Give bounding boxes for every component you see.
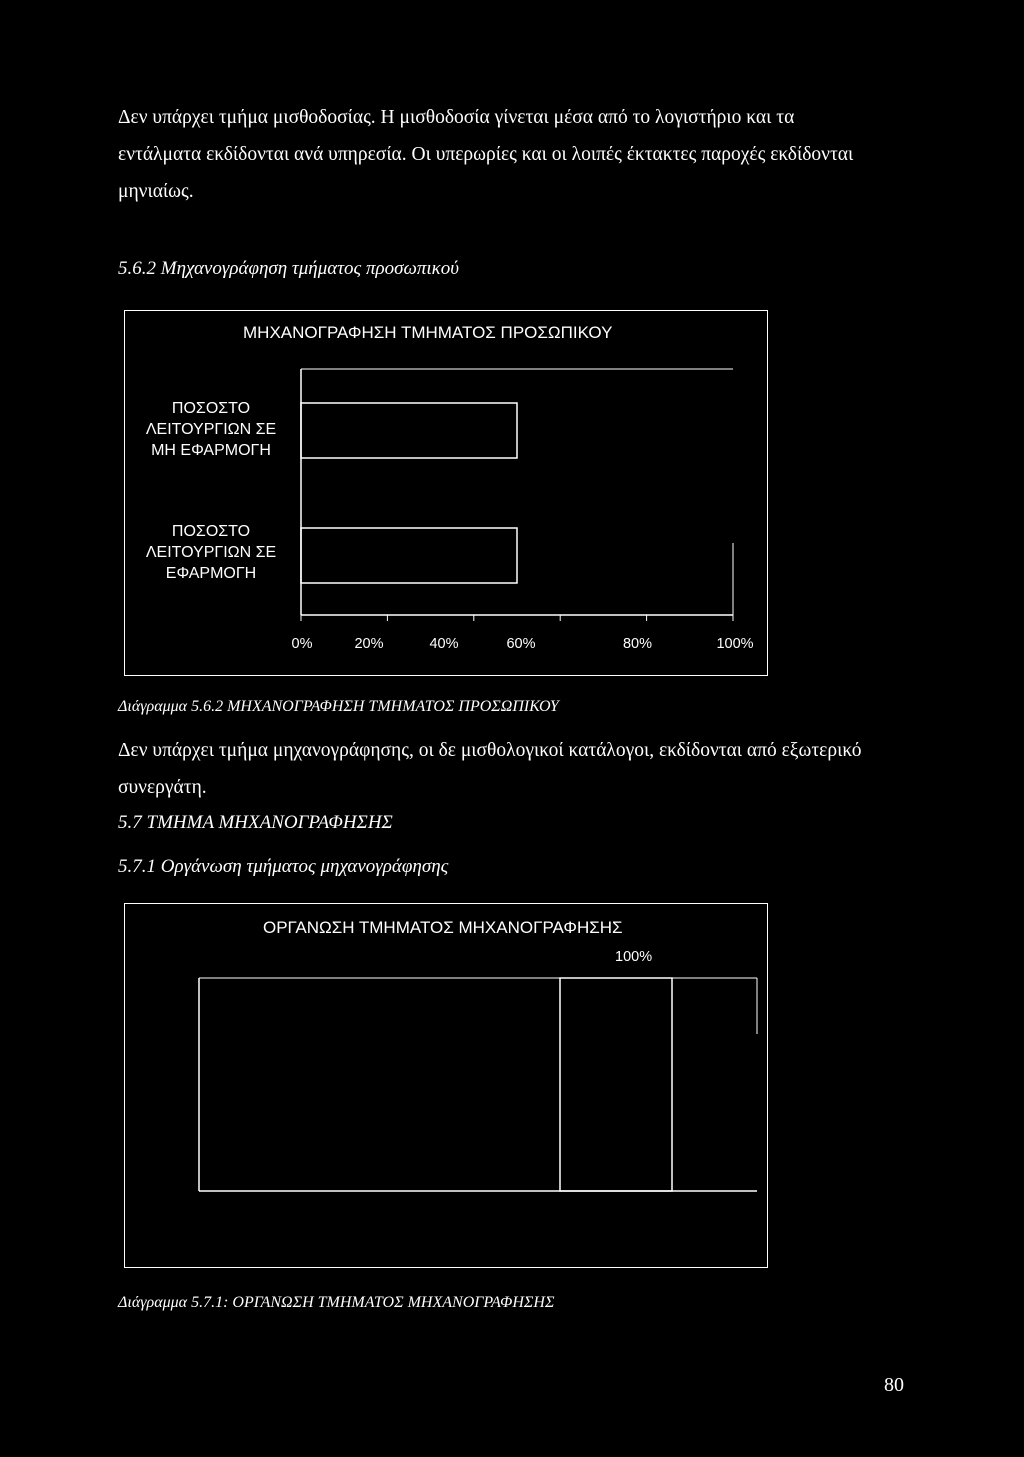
chart1-cat1-line3: ΜΗ ΕΦΑΡΜΟΓΗ — [151, 442, 271, 459]
chart1-xtick-60: 60% — [506, 636, 536, 652]
page-number: 80 — [884, 1374, 904, 1396]
chart2-caption: Διάγραμμα 5.7.1: ΟΡΓΑΝΩΣΗ ΤΜΗΜΑΤΟΣ ΜΗΧΑΝΟΓΡΑΦΗΣΗΣ — [118, 1294, 555, 1311]
chart2-bar — [560, 978, 672, 1191]
chart1-cat2-line2: ΛΕΙΤΟΥΡΓΙΩΝ ΣΕ — [145, 544, 277, 561]
chart2-frame — [124, 903, 768, 1268]
chart1-cat2-line3: ΕΦΑΡΜΟΓΗ — [165, 565, 257, 582]
chart1-xtick-0: 0% — [291, 636, 313, 652]
section-57-heading: 5.7 ΤΜΗΜΑ ΜΗΧΑΝΟΓΡΑΦΗΣΗΣ — [118, 812, 393, 833]
intro-paragraph: Δεν υπάρχει τμήμα μισθοδοσίας. Η μισθοδοσία γίνεται μέσα από το λογιστήριο και τα εντάλματα εκδίδονται ανά υπηρεσία. Οι υπερωρίες και οι λοιπές έκτακτες παροχές εκδίδονται μηνιαίως. — [118, 107, 854, 202]
chart1-xtick-100: 100% — [716, 636, 754, 652]
chart1-title: ΜΗΧΑΝΟΓΡΑΦΗΣΗ ΤΜΗΜΑΤΟΣ ΠΡΟΣΩΠΙΚΟΥ — [243, 323, 613, 342]
chart2-plot — [125, 904, 767, 1267]
chart1-bar-2 — [301, 528, 517, 583]
chart2-title: ΟΡΓΑΝΩΣΗ ΤΜΗΜΑΤΟΣ ΜΗΧΑΝΟΓΡΑΦΗΣΗΣ — [263, 918, 623, 937]
chart1-cat1-line2: ΛΕΙΤΟΥΡΓΙΩΝ ΣΕ — [145, 421, 277, 438]
chart2-data-label: 100% — [615, 949, 653, 965]
chart1-cat1-line1: ΠΟΣΟΣΤΟ — [171, 400, 251, 417]
chart1-plot — [125, 311, 767, 675]
chart1-xtick-80: 80% — [622, 636, 652, 652]
chart1-xtick-40: 40% — [429, 636, 459, 652]
paragraph-2: Δεν υπάρχει τμήμα μηχανογράφησης, οι δε μισθολογικοί κατάλογοι, εκδίδονται από εξωτερικό συνεργάτη. — [118, 740, 862, 798]
chart1-bar-1 — [301, 403, 517, 458]
chart1-cat2-line1: ΠΟΣΟΣΤΟ — [171, 523, 251, 540]
chart1-xtick-20: 20% — [354, 636, 384, 652]
section-571-heading: 5.7.1 Οργάνωση τμήματος μηχανογράφησης — [118, 856, 449, 877]
chart1-frame — [124, 310, 768, 676]
section-562-heading: 5.6.2 Μηχανογράφηση τμήματος προσωπικού — [118, 258, 460, 279]
chart1-caption: Διάγραμμα 5.6.2 ΜΗΧΑΝΟΓΡΑΦΗΣΗ ΤΜΗΜΑΤΟΣ ΠΡΟΣΩΠΙΚΟΥ — [118, 698, 559, 715]
